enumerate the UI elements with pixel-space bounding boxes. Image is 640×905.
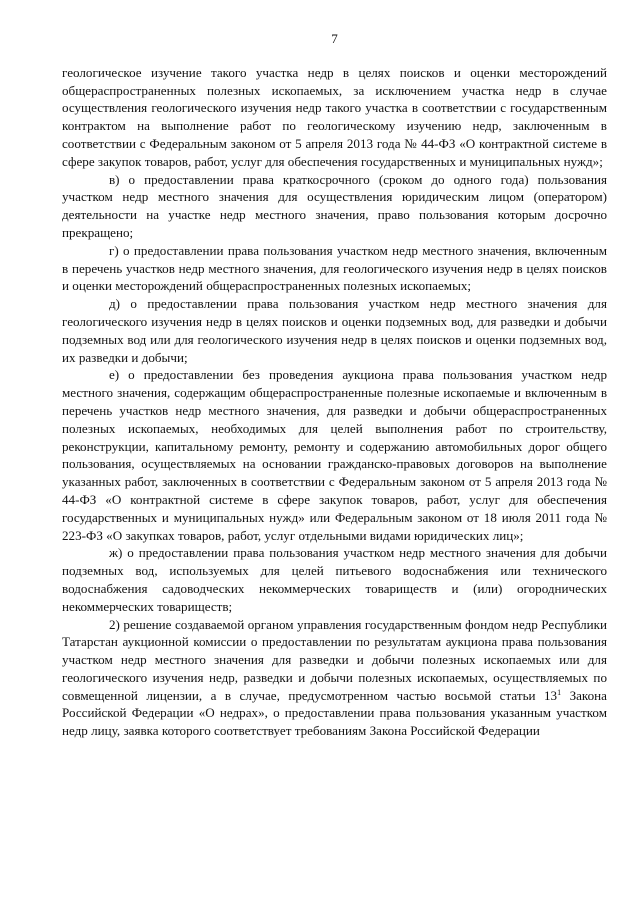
paragraph-item-g: г) о предоставлении права пользования участком недр местного значения, включенным в перечень участков недр местного значения, для геологического изучения недр в целях поисков и оценки месторождений общераспространенных полезных ископаемых;	[62, 242, 607, 294]
paragraph-item-e: е) о предоставлении без проведения аукциона права пользования участком недр местного значения, содержащим общераспространенные полезные ископаемые и включенным в перечень участков недр местного значения, для разведки и добычи общераспространенных полезных ископаемых, необходимых для целей выполнения работ по строительству, реконструкции, капитальному ремонту, ремонту и содержанию автомобильных дорог общего пользования, осуществляемых на основании гражданско-правовых договоров на выполнение указанных работ, заключенных в соответствии с Федеральным законом от 5 апреля 2013 года № 44-ФЗ «О контрактной системе в сфере закупок товаров, работ, услуг для обеспечения государственных и муниципальных нужд» или Федеральным законом от 18 июля 2011 года № 223-ФЗ «О закупках товаров, работ, услуг отдельными видами юридических лиц»;	[62, 367, 607, 543]
paragraph-item-2	[62, 616, 607, 741]
paragraph-item-2-text-a: 2) решение создаваемой органом управления государственным фондом недр Республики Татарстан аукционной комиссии о предоставлении по результатам аукциона права пользования участком недр местного значения для разведки и добычи полезных ископаемых или для геологического изучения недр, разведки и добычи полезных ископаемых, осуществляемых по совмещенной лицензии, а в случае, предусмотренном частью восьмой статьи 13	[62, 616, 607, 703]
paragraph-continuation: геологическое изучение такого участка недр в целях поисков и оценки месторождений общераспространенных полезных ископаемых, за исключением участка недр в случае осуществления геологического изучения недр такого участка в соответствии с государственным контрактом на выполнение работ по геологическому изучению недр, заключенным в соответствии с Федеральным законом от 5 апреля 2013 года № 44-ФЗ «О контрактной системе в сфере закупок товаров, работ, услуг для обеспечения государственных и муниципальных нужд»;	[62, 64, 607, 169]
paragraph-item-v: в) о предоставлении права краткосрочного (сроком до одного года) пользования участком недр местного значения для осуществления юридическим лицом (оператором) деятельности на участке недр местного значения, право пользования которым досрочно прекращено;	[62, 171, 607, 240]
paragraph-item-2-text-b: Закона Российской Федерации «О недрах», о предоставлении права пользования указанным участком недр лицу, заявка которого соответствует требованиям Закона Российской Федерации	[62, 687, 607, 739]
page-number: 7	[331, 31, 338, 46]
footnote-superscript: 1	[557, 687, 562, 697]
paragraph-item-zh: ж) о предоставлении права пользования участком недр местного значения для добычи подземных вод, используемых для целей питьевого водоснабжения или технического водоснабжения садоводческих некоммерческих товариществ и (или) огороднических некоммерческих товариществ;	[62, 545, 607, 614]
paragraph-item-d: д) о предоставлении права пользования участком недр местного значения для геологического изучения недр в целях поисков и оценки подземных вод, для разведки и добычи подземных вод или для геологического изучения недр в целях поисков и оценки подземных вод, их разведки и добычи;	[62, 296, 607, 365]
document-page	[62, 30, 607, 740]
